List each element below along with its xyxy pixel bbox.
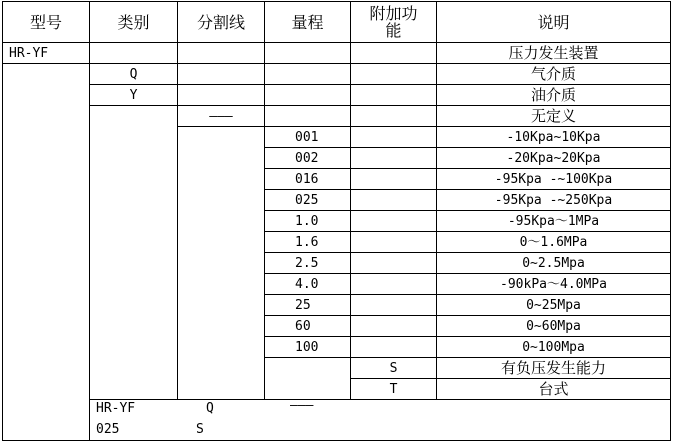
example-divider: ——— — [290, 399, 314, 413]
model-description: 压力发生装置 — [437, 43, 671, 64]
divider-column-blank — [178, 127, 265, 400]
range-column-blank — [265, 358, 351, 400]
category-code: Y — [90, 85, 178, 106]
spec-table-wrapper — [2, 1, 671, 441]
example-code-cell — [90, 400, 671, 441]
header-range: 量程 — [265, 2, 351, 43]
empty-cell — [265, 64, 351, 85]
range-description: -95Kpa -~100Kpa — [437, 169, 671, 190]
range-code: 002 — [265, 148, 351, 169]
empty-cell — [265, 85, 351, 106]
range-code: 4.0 — [265, 274, 351, 295]
range-description: 0～1.6MPa — [437, 232, 671, 253]
function-description: 台式 — [437, 379, 671, 400]
category-code: Q — [90, 64, 178, 85]
table-row — [3, 43, 671, 64]
range-description: 0~2.5Mpa — [437, 253, 671, 274]
empty-cell — [351, 232, 437, 253]
range-code: 025 — [265, 190, 351, 211]
range-description: -95Kpa -~250Kpa — [437, 190, 671, 211]
range-code: 016 — [265, 169, 351, 190]
function-description: 有负压发生能力 — [437, 358, 671, 379]
range-description: 0~25Mpa — [437, 295, 671, 316]
divider-description: 无定义 — [437, 106, 671, 127]
empty-cell — [351, 316, 437, 337]
empty-cell — [351, 148, 437, 169]
range-code: 60 — [265, 316, 351, 337]
category-description: 气介质 — [437, 64, 671, 85]
range-description: 0~60Mpa — [437, 316, 671, 337]
range-description: -10Kpa~10Kpa — [437, 127, 671, 148]
empty-cell — [178, 64, 265, 85]
empty-cell — [351, 295, 437, 316]
empty-cell — [265, 43, 351, 64]
range-description: -95Kpa～1MPa — [437, 211, 671, 232]
example-row — [3, 400, 671, 441]
model-code: HR-YF — [3, 43, 90, 64]
example-category: Q — [206, 401, 214, 416]
empty-cell — [90, 43, 178, 64]
range-description: -90kPa～4.0MPa — [437, 274, 671, 295]
range-code: 2.5 — [265, 253, 351, 274]
header-row — [3, 2, 671, 43]
range-description: -20Kpa~20Kpa — [437, 148, 671, 169]
empty-cell — [351, 64, 437, 85]
model-selection-table — [2, 1, 671, 441]
empty-cell — [351, 85, 437, 106]
table-row — [3, 85, 671, 106]
range-code: 100 — [265, 337, 351, 358]
example-model: HR-YF — [96, 401, 136, 416]
header-category: 类别 — [90, 2, 178, 43]
empty-cell — [351, 106, 437, 127]
header-function — [351, 2, 437, 43]
header-description: 说明 — [437, 2, 671, 43]
empty-cell — [351, 169, 437, 190]
range-code: 1.6 — [265, 232, 351, 253]
empty-cell — [351, 43, 437, 64]
function-code: S — [351, 358, 437, 379]
divider-mark: ——— — [178, 106, 265, 127]
header-model: 型号 — [3, 2, 90, 43]
range-code: 1.0 — [265, 211, 351, 232]
empty-cell — [351, 127, 437, 148]
example-range: 025 — [96, 422, 120, 437]
model-column-blank — [3, 64, 90, 441]
empty-cell — [265, 106, 351, 127]
category-column-blank — [90, 106, 178, 400]
empty-cell — [351, 253, 437, 274]
empty-cell — [178, 85, 265, 106]
range-code: 001 — [265, 127, 351, 148]
category-description: 油介质 — [437, 85, 671, 106]
empty-cell — [178, 43, 265, 64]
header-divider: 分割线 — [178, 2, 265, 43]
empty-cell — [351, 190, 437, 211]
empty-cell — [351, 337, 437, 358]
range-code: 25 — [265, 295, 351, 316]
range-description: 0~100Mpa — [437, 337, 671, 358]
table-row — [3, 106, 671, 127]
header-function-label: 附加功能 — [369, 4, 418, 40]
function-code: T — [351, 379, 437, 400]
example-function: S — [196, 422, 204, 437]
empty-cell — [351, 274, 437, 295]
empty-cell — [351, 211, 437, 232]
table-row — [3, 64, 671, 85]
example-code — [90, 400, 670, 440]
